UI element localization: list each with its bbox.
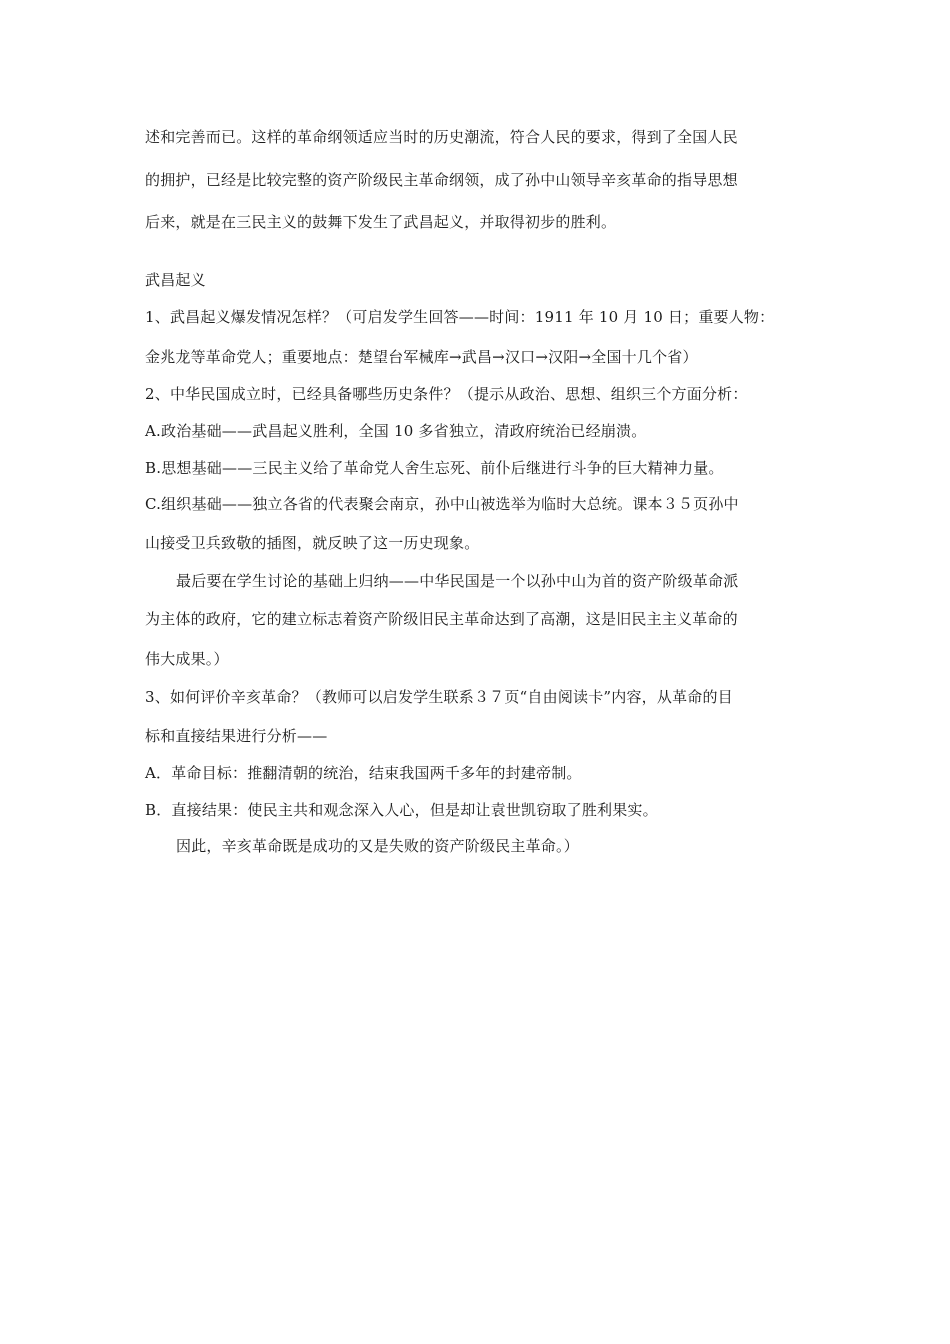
question-3-summary: 因此，辛亥革命既是成功的又是失败的资产阶级民主革命。） xyxy=(176,837,579,855)
question-1-line-1: 1、武昌起义爆发情况怎样？（可启发学生回答——时间：1911 年 10 月 10 日；重要人物： xyxy=(145,308,775,326)
question-1-line-2: 金兆龙等革命党人；重要地点：楚望台军械库→武昌→汉口→汉阳→全国十几个省） xyxy=(145,348,698,366)
question-3-item-b: B．直接结果：使民主共和观念深入人心，但是却让袁世凯窃取了胜利果实。 xyxy=(145,801,658,819)
question-2-item-c: C.组织基础——独立各省的代表聚会南京，孙中山被选举为临时大总统。课本３５页孙中 xyxy=(145,495,739,513)
question-2-summary-line-1: 最后要在学生讨论的基础上归纳——中华民国是一个以孙中山为首的资产阶级革命派 xyxy=(176,572,739,590)
question-2-item-b: B.思想基础——三民主义给了革命党人舍生忘死、前仆后继进行斗争的巨大精神力量。 xyxy=(145,459,724,477)
question-2-item-a: A.政治基础——武昌起义胜利，全国 10 多省独立，清政府统治已经崩溃。 xyxy=(145,422,647,440)
question-3-line-1: 3、如何评价辛亥革命？（教师可以启发学生联系３７页“自由阅读卡”内容，从革命的目 xyxy=(145,688,733,706)
intro-line-1: 述和完善而已。这样的革命纲领适应当时的历史潮流，符合人民的要求，得到了全国人民 xyxy=(145,128,738,146)
section-title: 武昌起义 xyxy=(145,271,206,289)
question-2-item-c-continued: 山接受卫兵致敬的插图，就反映了这一历史现象。 xyxy=(145,534,480,552)
intro-line-2: 的拥护，已经是比较完整的资产阶级民主革命纲领，成了孙中山领导辛亥革命的指导思想 xyxy=(145,171,738,189)
question-2-summary-line-2: 为主体的政府，它的建立标志着资产阶级旧民主革命达到了高潮，这是旧民主主义革命的 xyxy=(145,610,738,628)
intro-line-3: 后来，就是在三民主义的鼓舞下发生了武昌起义，并取得初步的胜利。 xyxy=(145,213,617,231)
question-2-summary-line-3: 伟大成果。） xyxy=(145,650,229,668)
question-3-item-a: A．革命目标：推翻清朝的统治，结束我国两千多年的封建帝制。 xyxy=(145,764,582,782)
question-3-line-2: 标和直接结果进行分析—— xyxy=(145,727,328,745)
question-2-line-1: 2、中华民国成立时，已经具备哪些历史条件？（提示从政治、思想、组织三个方面分析： xyxy=(145,385,748,403)
